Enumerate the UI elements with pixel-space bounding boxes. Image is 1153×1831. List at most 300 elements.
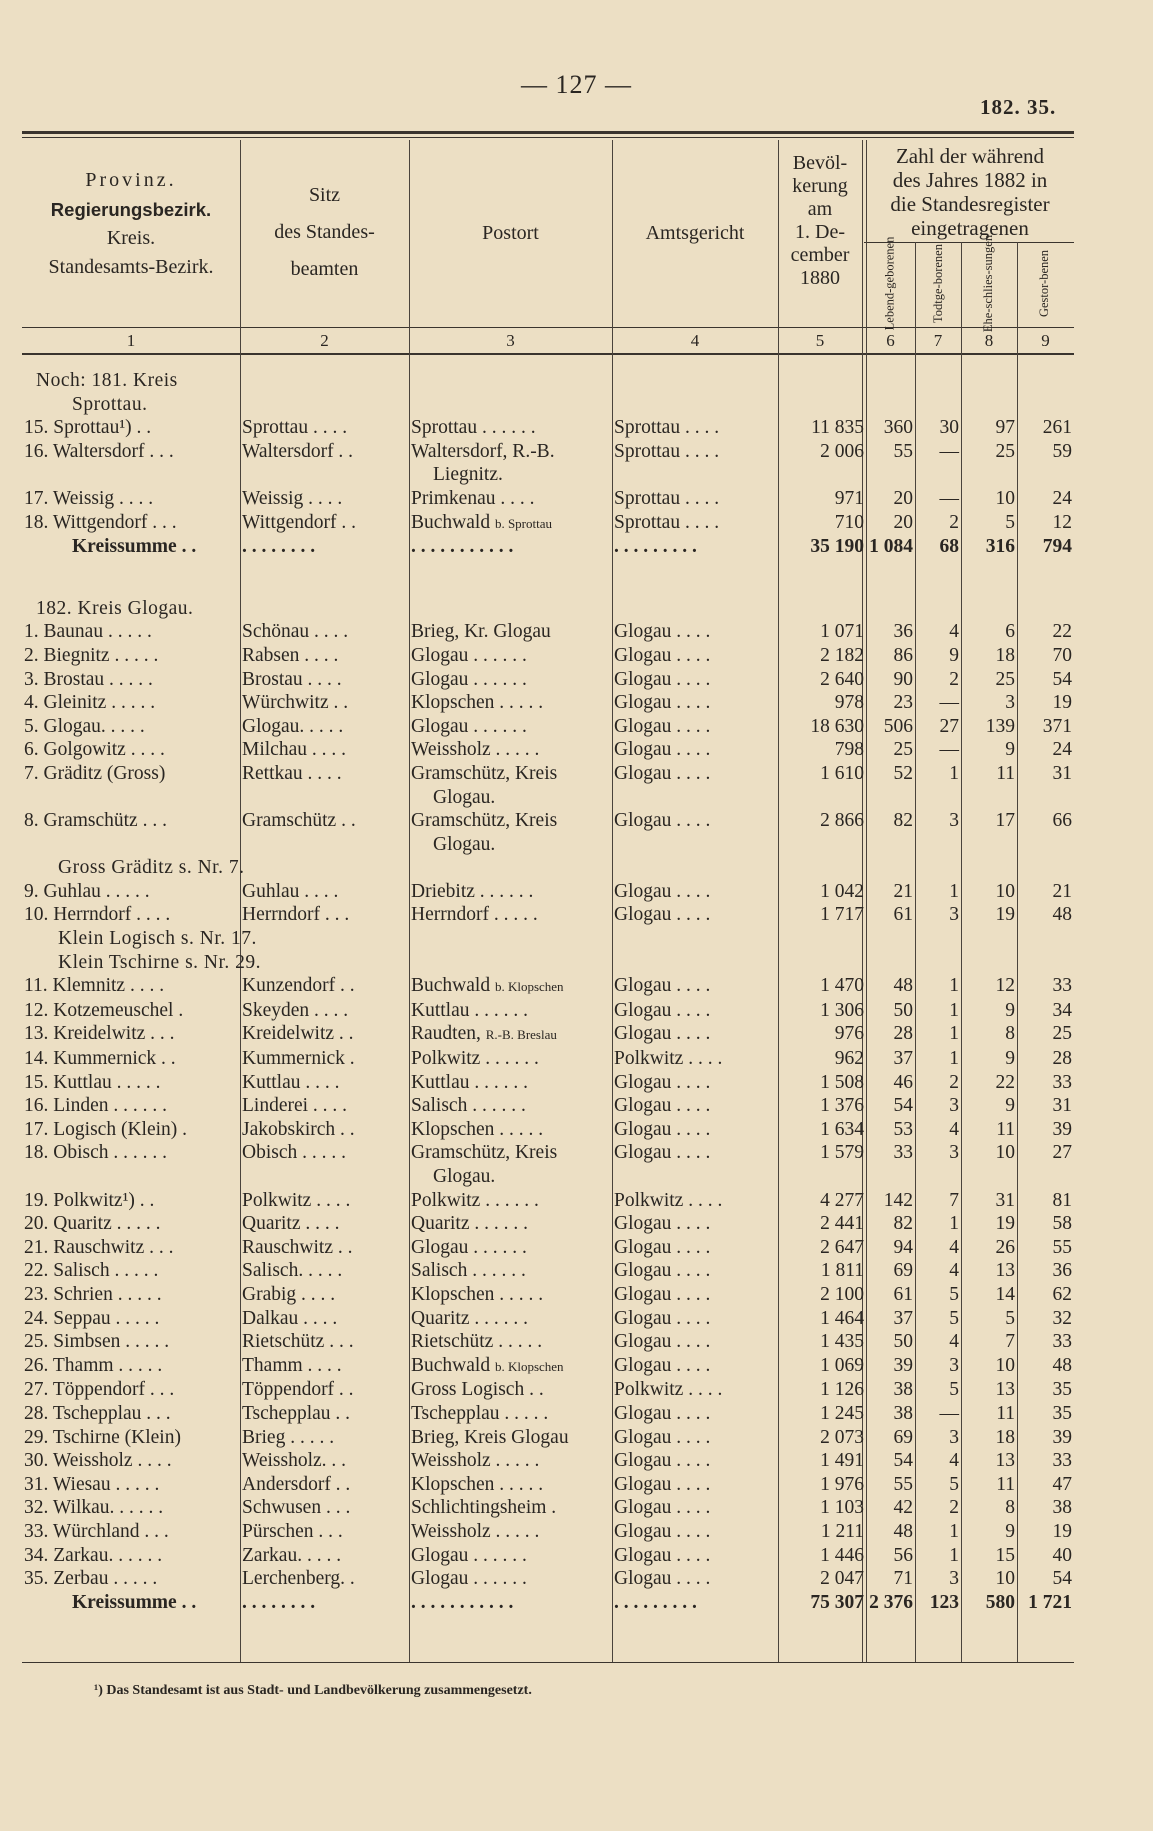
table-row xyxy=(22,440,1074,464)
amtsgericht-cell: Glogau . . . . xyxy=(614,1497,711,1519)
sitz-cell: Brieg . . . . . xyxy=(242,1426,335,1448)
bevoelkerung-cell: 1 470 xyxy=(820,975,864,997)
postort-suffix: b. Sprottau xyxy=(494,515,553,531)
standesamt-bezirk-cell: 8. Gramschütz . . . xyxy=(24,810,167,832)
table-row xyxy=(22,951,1074,975)
eheschliessungen-cell: 31 xyxy=(995,1189,1015,1211)
amtsgericht-cell: Glogau . . . . xyxy=(614,621,711,643)
standesamt-bezirk-cell: 20. Quaritz . . . . . xyxy=(24,1213,161,1235)
todtgeborene-cell xyxy=(915,1165,961,1189)
empty-cell xyxy=(612,856,778,880)
postort-cell: . . . . . . . . . . . xyxy=(411,536,514,558)
lebendgeborene-cell: 38 xyxy=(893,1402,913,1424)
empty-cell xyxy=(1017,927,1074,951)
bevoelkerung-cell: 2 441 xyxy=(820,1213,864,1235)
todtgeborene-cell: 4 xyxy=(949,621,959,643)
amtsgericht-cell: Polkwitz . . . . xyxy=(614,1189,723,1211)
empty-cell xyxy=(961,951,1017,975)
empty-cell xyxy=(1017,369,1074,393)
postort-cell: Quaritz . . . . . . xyxy=(411,1213,528,1235)
bevoelkerung-cell: 976 xyxy=(834,1023,864,1045)
standesamt-bezirk-cell: 28. Tschepplau . . . xyxy=(24,1402,171,1424)
eheschliessungen-cell: 139 xyxy=(985,715,1015,737)
bevoelkerung-cell: 1 211 xyxy=(820,1520,864,1542)
sitz-cell: Polkwitz . . . . xyxy=(242,1189,351,1211)
empty-cell xyxy=(866,597,915,621)
table-row xyxy=(22,1567,1074,1591)
standesamt-bezirk-cell: 26. Thamm . . . . . xyxy=(24,1354,163,1376)
postort-cell: Polkwitz . . . . . . xyxy=(411,1189,539,1211)
lebendgeborene-cell: 506 xyxy=(883,715,913,737)
section-heading: Noch: 181. Kreis xyxy=(36,370,178,391)
eheschliessungen-cell: 14 xyxy=(995,1283,1015,1305)
todtgeborene-cell: 1 xyxy=(949,1544,959,1566)
bevoelkerung-cell: 1 126 xyxy=(820,1379,864,1401)
eheschliessungen-cell: 11 xyxy=(996,762,1015,784)
standesamt-bezirk-cell xyxy=(22,1165,240,1189)
amtsgericht-cell: Sprottau . . . . xyxy=(614,487,720,509)
todtgeborene-cell: 5 xyxy=(949,1307,959,1329)
header-group-4: eingetragenen xyxy=(911,216,1029,240)
table-row xyxy=(22,809,1074,833)
eheschliessungen-cell xyxy=(961,833,1017,857)
header-bev-5: cember xyxy=(790,244,850,266)
header-bev-1: Bevöl- xyxy=(792,152,848,174)
amtsgericht-cell: Glogau . . . . xyxy=(614,1142,711,1164)
eheschliessungen-cell: 3 xyxy=(1005,692,1015,714)
lebendgeborene-cell: 82 xyxy=(893,1213,913,1235)
lebendgeborene-cell: 21 xyxy=(893,880,913,902)
sitz-cell: Töppendorf . . xyxy=(242,1379,354,1401)
gestorbene-cell: 48 xyxy=(1052,904,1072,926)
eheschliessungen-cell: 19 xyxy=(995,904,1015,926)
sitz-cell: Milchau . . . . xyxy=(242,739,346,761)
eheschliessungen-cell: 17 xyxy=(995,810,1015,832)
postort-cell: Weissholz . . . . . xyxy=(411,739,540,761)
lebendgeborene-cell: 55 xyxy=(893,440,913,462)
todtgeborene-cell: — xyxy=(939,739,959,761)
sitz-cell: Salisch. . . . . xyxy=(242,1260,343,1282)
amtsgericht-cell: Sprottau . . . . xyxy=(614,417,720,439)
gestorbene-cell: 25 xyxy=(1052,1023,1072,1045)
lebendgeborene-cell: 48 xyxy=(893,1520,913,1542)
header-sub-2: Todtge-borenen xyxy=(930,243,945,323)
bevoelkerung-cell xyxy=(778,463,866,487)
amtsgericht-cell: Glogau . . . . xyxy=(614,668,711,690)
table-row xyxy=(22,511,1074,536)
empty-cell xyxy=(778,856,866,880)
bevoelkerung-cell: 1 042 xyxy=(820,880,864,902)
sitz-cell: Herrndorf . . . xyxy=(242,904,350,926)
bevoelkerung-cell: 710 xyxy=(834,511,864,533)
header-group-3: die Standesregister xyxy=(890,192,1050,216)
gestorbene-cell: 36 xyxy=(1052,1260,1072,1282)
table-row xyxy=(22,738,1074,762)
table-row xyxy=(22,1330,1074,1354)
postort-suffix: R.-B. Breslau xyxy=(485,1027,557,1043)
todtgeborene-cell: — xyxy=(939,1402,959,1424)
standesamt-bezirk-cell: Kreissumme . . xyxy=(72,1591,197,1613)
postort-cell: Sprottau . . . . . . xyxy=(411,417,536,439)
standesamt-bezirk-cell: 11. Klemnitz . . . . xyxy=(24,975,165,997)
standesamt-bezirk-cell: 5. Glogau. . . . . xyxy=(24,715,145,737)
standesamt-bezirk-cell: 12. Kotzemeuschel . xyxy=(24,999,184,1021)
table-bottom-rule xyxy=(22,1662,1074,1663)
amtsgericht-cell: Glogau . . . . xyxy=(614,762,711,784)
empty-cell xyxy=(612,927,778,951)
postort-cell: Salisch . . . . . . xyxy=(411,1260,526,1282)
table-row xyxy=(22,668,1074,692)
eheschliessungen-cell: 5 xyxy=(1005,1307,1015,1329)
standesamt-bezirk-cell: 16. Waltersdorf . . . xyxy=(24,440,174,462)
table-row xyxy=(22,1307,1074,1331)
standesamt-bezirk-cell: 1. Baunau . . . . . xyxy=(24,621,152,643)
bevoelkerung-cell: 1 435 xyxy=(820,1331,864,1353)
eheschliessungen-cell: 13 xyxy=(995,1450,1015,1472)
table-row xyxy=(22,1118,1074,1142)
bevoelkerung-cell: 798 xyxy=(834,739,864,761)
gestorbene-cell xyxy=(1017,463,1074,487)
standesamt-bezirk-cell: 22. Salisch . . . . . xyxy=(24,1260,159,1282)
table-row xyxy=(22,1259,1074,1283)
bevoelkerung-cell: 2 647 xyxy=(820,1236,864,1258)
empty-cell xyxy=(915,856,961,880)
sitz-cell: Kummernick . xyxy=(242,1048,355,1070)
table-row xyxy=(22,833,1074,857)
gestorbene-cell: 81 xyxy=(1052,1189,1072,1211)
empty-cell xyxy=(866,393,915,417)
eheschliessungen-cell: 11 xyxy=(996,1118,1015,1140)
postort-cell: Glogau. xyxy=(433,786,496,808)
gestorbene-cell: 33 xyxy=(1052,975,1072,997)
todtgeborene-cell: 2 xyxy=(949,668,959,690)
standesamt-bezirk-cell: 15. Kuttlau . . . . . xyxy=(24,1071,161,1093)
gestorbene-cell: 54 xyxy=(1052,668,1072,690)
table-row xyxy=(22,715,1074,739)
sitz-cell: Thamm . . . . xyxy=(242,1354,342,1376)
sitz-cell: Andersdorf . . xyxy=(242,1473,351,1495)
todtgeborene-cell: 2 xyxy=(949,511,959,533)
standesamt-bezirk-cell: 32. Wilkau. . . . . . xyxy=(24,1497,164,1519)
eheschliessungen-cell: 22 xyxy=(995,1071,1015,1093)
amtsgericht-cell: Glogau . . . . xyxy=(614,1568,711,1590)
postort-cell: Primkenau . . . . xyxy=(411,487,535,509)
todtgeborene-cell: 5 xyxy=(949,1473,959,1495)
header-sub-1: Lebend-geborenen xyxy=(882,236,897,330)
bevoelkerung-cell: 971 xyxy=(834,487,864,509)
standesamt-bezirk-cell: 33. Würchland . . . xyxy=(24,1520,169,1542)
gestorbene-cell: 58 xyxy=(1052,1213,1072,1235)
eheschliessungen-cell: 26 xyxy=(995,1236,1015,1258)
postort-cell: Liegnitz. xyxy=(433,464,503,486)
lebendgeborene-cell: 42 xyxy=(893,1497,913,1519)
bevoelkerung-cell: 1 579 xyxy=(820,1142,864,1164)
eheschliessungen-cell: 97 xyxy=(995,417,1015,439)
postort-text: Raudten, xyxy=(411,1023,481,1045)
eheschliessungen-cell: 18 xyxy=(995,1426,1015,1448)
table-row xyxy=(22,1591,1074,1615)
empty-cell xyxy=(1017,393,1074,417)
colnum-4: 4 xyxy=(690,331,700,350)
table-row xyxy=(22,999,1074,1023)
eheschliessungen-cell: 580 xyxy=(985,1591,1015,1613)
todtgeborene-cell: 4 xyxy=(949,1260,959,1282)
table-body xyxy=(22,369,1074,1614)
table-row xyxy=(22,927,1074,951)
standesamt-bezirk-cell: 6. Golgowitz . . . . xyxy=(24,739,165,761)
postort-cell: . . . . . . . . . . . xyxy=(411,1591,514,1613)
header-bottom-rule xyxy=(22,327,1074,328)
postort-cell: Tschepplau . . . . . xyxy=(411,1402,549,1424)
table-row xyxy=(22,1047,1074,1071)
eheschliessungen-cell: 10 xyxy=(995,1568,1015,1590)
colnum-3: 3 xyxy=(506,331,515,350)
postort-cell: Glogau . . . . . . xyxy=(411,1544,527,1566)
table-row xyxy=(22,487,1074,511)
bevoelkerung-cell: 2 866 xyxy=(820,810,864,832)
bevoelkerung-cell: 1 491 xyxy=(820,1450,864,1472)
table-row xyxy=(22,393,1074,417)
gestorbene-cell: 40 xyxy=(1052,1544,1072,1566)
standesamt-bezirk-cell: 19. Polkwitz¹) . . xyxy=(24,1189,155,1211)
table-row xyxy=(22,880,1074,904)
eheschliessungen-cell: 9 xyxy=(1005,1048,1015,1070)
bevoelkerung-cell: 35 190 xyxy=(810,536,864,558)
empty-cell xyxy=(961,369,1017,393)
table-row xyxy=(22,974,1074,999)
bevoelkerung-cell: 1 306 xyxy=(820,999,864,1021)
postort-cell: Brieg, Kr. Glogau xyxy=(411,621,551,643)
bevoelkerung-cell: 1 976 xyxy=(820,1473,864,1495)
lebendgeborene-cell: 54 xyxy=(893,1450,913,1472)
header-sub-4: Gestor-benen xyxy=(1037,249,1052,317)
amtsgericht-cell: Glogau . . . . xyxy=(614,1307,711,1329)
lebendgeborene-cell: 23 xyxy=(893,692,913,714)
header-todtgeborene xyxy=(918,244,958,322)
gestorbene-cell: 1 721 xyxy=(1028,1591,1072,1613)
todtgeborene-cell: 3 xyxy=(949,1426,959,1448)
todtgeborene-cell: 3 xyxy=(949,1568,959,1590)
bevoelkerung-cell: 1 811 xyxy=(820,1260,864,1282)
bevoelkerung-cell: 2 047 xyxy=(820,1568,864,1590)
standesamt-bezirk-cell: 34. Zarkau. . . . . . xyxy=(24,1544,163,1566)
empty-cell xyxy=(1017,856,1074,880)
standesamt-bezirk-cell: 17. Logisch (Klein) . xyxy=(24,1118,188,1140)
lebendgeborene-cell: 50 xyxy=(893,999,913,1021)
sitz-cell xyxy=(240,833,409,857)
amtsgericht-cell: Glogau . . . . xyxy=(614,1450,711,1472)
data-table xyxy=(22,369,1074,1614)
top-rule xyxy=(22,131,1074,134)
postort-cell: Rietschütz . . . . . xyxy=(411,1331,543,1353)
eheschliessungen-cell: 25 xyxy=(995,440,1015,462)
postort-cell: Glogau . . . . . . xyxy=(411,1236,527,1258)
sitz-cell: Guhlau . . . . xyxy=(242,880,339,902)
table-row xyxy=(22,1426,1074,1450)
gestorbene-cell: 33 xyxy=(1052,1450,1072,1472)
amtsgericht-cell: Glogau . . . . xyxy=(614,904,711,926)
table-row xyxy=(22,1544,1074,1568)
eheschliessungen-cell: 7 xyxy=(1005,1331,1015,1353)
amtsgericht-cell: Sprottau . . . . xyxy=(614,511,720,533)
eheschliessungen-cell: 15 xyxy=(995,1544,1015,1566)
amtsgericht-cell: Polkwitz . . . . xyxy=(614,1379,723,1401)
bevoelkerung-cell: 1 376 xyxy=(820,1095,864,1117)
header-sitz: Sitz xyxy=(308,184,341,206)
top-rule-thin xyxy=(22,137,1074,138)
bevoelkerung-cell: 1 508 xyxy=(820,1071,864,1093)
lebendgeborene-cell: 61 xyxy=(893,1283,913,1305)
empty-cell xyxy=(778,597,866,621)
header-group xyxy=(866,144,1074,240)
eheschliessungen-cell: 11 xyxy=(996,1402,1015,1424)
sitz-cell: Brostau . . . . xyxy=(242,668,342,690)
postort-text: Buchwald xyxy=(411,975,491,997)
postort-text: Buchwald xyxy=(411,1354,491,1376)
bevoelkerung-cell: 2 182 xyxy=(820,644,864,666)
bevoelkerung-cell: 75 307 xyxy=(810,1591,864,1613)
eheschliessungen-cell: 9 xyxy=(1005,1520,1015,1542)
standesamt-bezirk-cell: 18. Obisch . . . . . . xyxy=(24,1142,167,1164)
gestorbene-cell: 261 xyxy=(1042,417,1072,439)
amtsgericht-cell: Glogau . . . . xyxy=(614,1118,711,1140)
header-standesamts-bezirk: Standesamts-Bezirk. xyxy=(48,256,214,278)
section-heading: Sprottau. xyxy=(72,393,148,415)
standesamt-bezirk-cell: 27. Töppendorf . . . xyxy=(24,1379,175,1401)
header-eheschliessungen xyxy=(969,234,1009,332)
header-group-1: Zahl der während xyxy=(895,144,1045,168)
table-row xyxy=(22,620,1074,644)
postort-cell: Glogau. xyxy=(433,1166,496,1187)
amtsgericht-cell: Glogau . . . . xyxy=(614,644,711,666)
sitz-cell xyxy=(240,463,409,487)
postort-cell: Weissholz . . . . . xyxy=(411,1520,540,1542)
lebendgeborene-cell xyxy=(866,1165,915,1189)
todtgeborene-cell: 123 xyxy=(929,1591,959,1613)
empty-cell xyxy=(778,393,866,417)
todtgeborene-cell: 3 xyxy=(949,810,959,832)
todtgeborene-cell: 1 xyxy=(949,975,959,997)
bevoelkerung-cell: 11 835 xyxy=(811,417,864,439)
eheschliessungen-cell: 11 xyxy=(996,1473,1015,1495)
empty-cell xyxy=(1017,951,1074,975)
todtgeborene-cell xyxy=(915,833,961,857)
bevoelkerung-cell: 4 277 xyxy=(820,1189,864,1211)
bevoelkerung-cell: 2 100 xyxy=(820,1283,864,1305)
lebendgeborene-cell: 39 xyxy=(893,1354,913,1376)
table-row xyxy=(22,1212,1074,1236)
header-bev-3: am xyxy=(807,198,833,220)
standesamt-bezirk-cell: 23. Schrien . . . . . xyxy=(24,1283,162,1305)
amtsgericht-cell: Glogau . . . . xyxy=(614,1426,711,1448)
todtgeborene-cell: — xyxy=(939,440,959,462)
postort-cell: Schlichtingsheim . xyxy=(411,1497,557,1519)
todtgeborene-cell: 1 xyxy=(949,880,959,902)
sitz-cell: Rabsen . . . . xyxy=(242,644,339,666)
postort-cell: Klopschen . . . . . xyxy=(411,1283,544,1305)
sitz-cell: Linderei . . . . xyxy=(242,1095,348,1117)
eheschliessungen-cell xyxy=(961,786,1017,810)
standesamt-bezirk-cell: 7. Gräditz (Gross) xyxy=(24,762,166,784)
sitz-cell: Lerchenberg. . xyxy=(242,1568,355,1590)
todtgeborene-cell: 3 xyxy=(949,1095,959,1117)
postort-cell: Kuttlau . . . . . . xyxy=(411,999,528,1021)
todtgeborene-cell: 4 xyxy=(949,1450,959,1472)
colnum-5: 5 xyxy=(815,331,825,350)
eheschliessungen-cell: 18 xyxy=(995,644,1015,666)
todtgeborene-cell xyxy=(915,786,961,810)
todtgeborene-cell: 68 xyxy=(939,536,959,558)
table-row xyxy=(22,903,1074,927)
amtsgericht-cell: . . . . . . . . . xyxy=(614,536,697,558)
header-bev-2: kerung xyxy=(792,175,848,197)
table-row xyxy=(22,463,1074,487)
footnote: ¹) Das Standesamt ist aus Stadt- und Landbevölkerung zusammengesetzt. xyxy=(94,1683,532,1698)
colnum-8: 8 xyxy=(984,331,994,350)
empty-cell xyxy=(1017,597,1074,621)
eheschliessungen-cell: 10 xyxy=(995,1142,1015,1164)
sitz-cell: Grabig . . . . xyxy=(242,1283,336,1305)
postort-cell: Polkwitz . . . . . . xyxy=(411,1048,539,1070)
lebendgeborene-cell: 61 xyxy=(893,904,913,926)
table-row xyxy=(22,1071,1074,1095)
todtgeborene-cell: 1 xyxy=(949,1048,959,1070)
standesamt-bezirk-cell xyxy=(22,786,240,810)
lebendgeborene-cell: 2 376 xyxy=(869,1591,913,1613)
lebendgeborene-cell: 50 xyxy=(893,1331,913,1353)
table-row xyxy=(22,1449,1074,1473)
gestorbene-cell: 39 xyxy=(1052,1118,1072,1140)
eheschliessungen-cell xyxy=(961,1165,1017,1189)
lebendgeborene-cell: 94 xyxy=(893,1236,913,1258)
sitz-cell: Jakobskirch . . xyxy=(242,1118,355,1140)
empty-cell xyxy=(612,369,778,393)
postort-cell: Klopschen . . . . . xyxy=(411,692,544,714)
postort-suffix: b. Klopschen xyxy=(494,1358,564,1374)
amtsgericht-cell: Glogau . . . . xyxy=(614,1544,711,1566)
table-row xyxy=(22,416,1074,440)
lebendgeborene-cell: 25 xyxy=(893,739,913,761)
lebendgeborene-cell xyxy=(866,463,915,487)
header-bev-4: 1. De- xyxy=(795,221,845,243)
eheschliessungen-cell: 9 xyxy=(1005,739,1015,761)
empty-cell xyxy=(915,393,961,417)
gestorbene-cell: 12 xyxy=(1052,511,1072,533)
table-row xyxy=(22,1189,1074,1213)
postort-cell xyxy=(409,511,612,536)
amtsgericht-cell: Glogau . . . . xyxy=(614,1023,711,1045)
gestorbene-cell: 35 xyxy=(1052,1402,1072,1424)
table-row xyxy=(22,644,1074,668)
standesamt-bezirk-cell: 16. Linden . . . . . . xyxy=(24,1095,167,1117)
sitz-cell: Würchwitz . . xyxy=(242,692,349,714)
gestorbene-cell: 19 xyxy=(1052,692,1072,714)
spacer xyxy=(22,559,1074,597)
lebendgeborene-cell xyxy=(866,833,915,857)
sitz-cell: Skeyden . . . . xyxy=(242,999,349,1021)
standesamt-bezirk-cell: 31. Wiesau . . . . . xyxy=(24,1473,160,1495)
lebendgeborene-cell: 36 xyxy=(893,621,913,643)
empty-cell xyxy=(612,597,778,621)
standesamt-bezirk-cell xyxy=(22,463,240,487)
postort-cell: Gramschütz, Kreis xyxy=(411,762,558,784)
lebendgeborene-cell: 360 xyxy=(883,417,913,439)
header-provinz: Provinz. xyxy=(85,169,177,191)
sitz-cell: Weissig . . . . xyxy=(242,487,343,509)
table-row xyxy=(22,1473,1074,1497)
empty-cell xyxy=(866,369,915,393)
eheschliessungen-cell: 19 xyxy=(995,1213,1015,1235)
